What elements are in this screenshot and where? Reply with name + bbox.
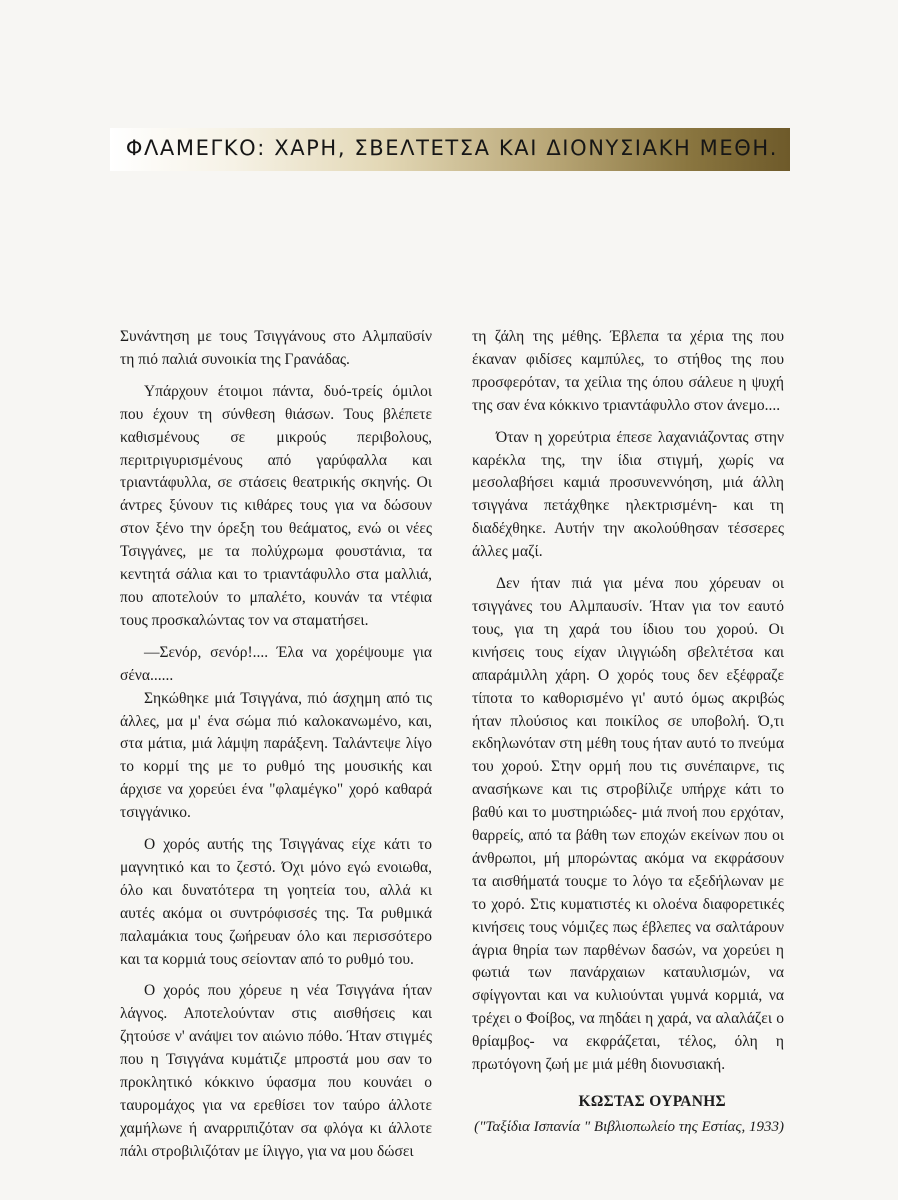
title-banner (110, 128, 790, 171)
dialogue-line: —Σενόρ, σενόρ!.... Έλα να χορέψουμε για σένα...... (120, 643, 432, 684)
page-title: ΦΛΑΜΕΓΚΟ: ΧΑΡΗ, ΣΒΕΛΤΕΤΣΑ ΚΑΙ ΔΙΟΝΥΣΙΑΚΗ ΜΕΘΗ. (125, 136, 778, 160)
article-column-left (120, 326, 432, 1173)
paragraph: Σηκώθηκε μιά Τσιγγάνα, πιό άσχημη από τις άλλες, μα μ' ένα σώμα πιό καλοκανωμένο, και, στα μάτια, μιά λάμψη παράξενη. Ταλάντεψε λίγο το κορμί της με το ρυθμό της μουσικής και άρχισε να χορεύει ένα "φλαμέγκο" χορό καθαρά τσιγγάνικο. (120, 689, 432, 822)
signature-block (472, 1091, 784, 1139)
source-citation: ("Ταξίδια Ισπανία " Βιβλιοπωλείο της Εστίας, 1933) (474, 1118, 784, 1135)
paragraph: Ο χορός που χόρευε η νέα Τσιγγάνα ήταν λάγνος. Αποτελούνταν στις αισθήσεις και ζητούσε ν' ανάψει τον αιώνιο πόθο. Ήταν στιγμές που η Τσιγγάνα κυμάτιζε μπροστά μου σαν το προκλητικό κόκκινο ύφασμα που κουνάει ο ταυρομάχος για να ερεθίσει τον ταύρο άλλοτε χαμήλωνε ή αναρριπιζόταν σα φλόγα κι άλλοτε πάλι στροβιλιζόταν με ίλιγγο, για να μου δώσει (120, 982, 432, 1160)
paragraph: Δεν ήταν πιά για μένα που χόρευαν οι τσιγγάνες του Αλμπαυσίν. Ήταν για τον εαυτό τους, για τη χαρά του ίδιου του χορού. Οι κινήσεις τους είχαν ιλιγγιώδη σβελτέτσα και απαράμιλλη χάρη. Ο χορός τους δεν εξέφραζε τίποτα το καθορισμένο γι' αυτό όμως ακριβώς ήταν πλούσιος και ποικίλος σε υποβολή. Ό,τι εκδηλωνόταν στη μέθη τους ήταν αυτό το πνεύμα του χορού. Στην ορμή που τις συνέπαιρνε, τις ανασήκωνε και τις στροβίλιζε υπήρχε κάτι το βαθύ και το μυστηριώδες- μιά πνοή που ερχόταν, θαρρείς, από τα βάθη των εποχών εκείνων που οι άνθρωποι, μή μπορώντας ακόμα να εκφράσουν τα αισθήματά τουςμε το λόγο τα εξεδήλωναν με το χορό. Στις κυματιστές κι ολοένα διαφορετικές κινήσεις τους νόμιζες πως έβλεπες να σαλτάρουν άγρια θηρία των παρθένων δασών, να χορεύει η φωτιά των πανάρχαιων καταυλισμών, να σφίγγονται και να κυλιούνται γυμνά κορμιά, να τρέχει ο Φοίβος, να πηδάει η χαρά, να αλαλάζει ο θρίαμβος- να εκφράζεται, τέλος, όλη η πρωτόγονη ζωή με μιά μέθη διονυσιακή. (472, 575, 784, 1074)
paragraph: Συνάντηση με τους Τσιγγάνους στο Αλμπαϋσίν τη πιό παλιά συνοικία της Γρανάδας. (120, 328, 432, 368)
paragraph: τη ζάλη της μέθης. Έβλεπα τα χέρια της που έκαναν φιδίσες καμπύλες, το στήθος της που προσφερόταν, τα χείλια της όπου σάλευε η ψυχή της σαν ένα κόκκινο τριαντάφυλλο στον άνεμο.... (472, 328, 784, 414)
article-column-right (472, 326, 784, 1139)
paragraph: Όταν η χορεύτρια έπεσε λαχανιάζοντας στην καρέκλα της, την ίδια στιγμή, χωρίς να μεσολαβήσει καμιά προσυνεννόηση, μιά άλλη τσιγγάνα πετάχθηκε ηλεκτρισμένη- και τη διαδέχθηκε. Αυτήν την ακολούθησαν τέσσερες άλλες μαζί. (472, 428, 784, 561)
paragraph: Ο χορός αυτής της Τσιγγάνας είχε κάτι το μαγνητικό και το ζεστό. Όχι μόνο εγώ ενοιωθα, όλο και δυνατότερα τη γοητεία του, αλλά κι αυτές ακόμα οι συντρόφισσές της. Τα ρυθμικά παλαμάκια τους ζωήρευαν όλο και περισσότερο και τα κορμιά τους σείονταν από το ρυθμό του. (120, 836, 432, 968)
author-name: ΚΩΣΤΑΣ ΟΥΡΑΝΗΣ (578, 1093, 726, 1110)
paragraph: Υπάρχουν έτοιμοι πάντα, δυό-τρείς όμιλοι που έχουν τη σύνθεση θιάσων. Τους βλέπετε καθισμένους σε μικρούς περιβολους, περιτριγυρισμένους από γαρύφαλλα και τριαντάφυλλα, σε στάσεις θεατρικής σκηνής. Οι άντρες ξύνουν τις κιθάρες τους για να δώσουν στον ξένο την όρεξη του θεάματος, ενώ οι νέες Τσιγγάνες, με τα πολύχρωμα φουστάνια, τα κεντητά σάλια και το τριαντάφυλλο στα μαλλιά, που αποτελούν το μπαλέτο, κουνάν τα ντέφια τους προσκαλώντας τον να σταματήσει. (120, 382, 432, 629)
